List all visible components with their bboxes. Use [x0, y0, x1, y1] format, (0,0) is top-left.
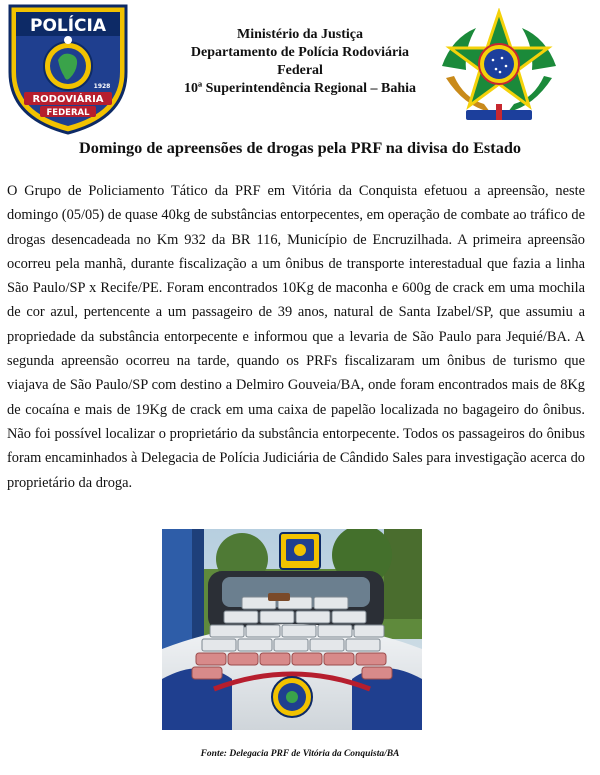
header-department-cont: Federal [277, 63, 323, 78]
photo-caption: Fonte: Delegacia PRF de Vitória da Conquista/BA [200, 749, 400, 759]
header-superintendence: 10ª Superintendência Regional – Bahia [183, 81, 417, 96]
article-headline: Domingo de apreensões de drogas pela PRF na divisa do Estado [78, 138, 522, 157]
badge-year: 1928 [93, 83, 111, 90]
badge-arc-text-2: FEDERAL [46, 108, 90, 118]
header-ministry: Ministério da Justiça [237, 27, 363, 42]
seized-drugs-on-police-car-photo [162, 529, 422, 730]
brazil-coat-of-arms-icon [424, 8, 574, 128]
prf-badge-icon [4, 2, 132, 136]
badge-top-text: POLÍCIA [29, 16, 107, 36]
header-institution-block [150, 26, 450, 98]
header-department: Departamento de Polícia Rodoviária [190, 45, 410, 60]
article-body: O Grupo de Policiamento Tático da PRF em Vitória da Conquista efetuou a apreensão, neste domingo (05/05) de quase 40kg de substâncias entorpecentes, em operação de combate ao tráfico de drogas desencadeada no Km 932 da BR 116, Município de Encruzilhada. A primeira apreensão ocorreu pela manhã, durante fiscalização a um ônibus de transporte interestadual que fazia a linha São Paulo/SP x Recife/PE. Foram encontrados 10Kg de maconha e 600g de crack em uma mochila de cor azul, pertencente a um passageiro de 39 anos, natural de Santa Izabel/SP, que assumiu a propriedade da substância entorpecente e informou que a levaria de São Paulo para Jequié/BA. A segunda apreensão ocorreu na tarde, quando os PRFs fiscalizaram um ônibus de turismo que viajava de São Paulo/SP com destino a Delmiro Gouveia/BA, onde foram encontrados mais de 8Kg de cocaína e mais de 19Kg de crack em uma caixa de papelão localizada no bagageiro do ônibus. Não foi possível localizar o proprietário da substância entorpecente. Todos os passageiros do ônibus foram encaminhados à Delegacia de Polícia Judiciária de Cândido Sales para investigação acerca do proprietário da droga. [7, 183, 585, 491]
badge-arc-text-1: RODOVIÁRIA [32, 94, 104, 105]
